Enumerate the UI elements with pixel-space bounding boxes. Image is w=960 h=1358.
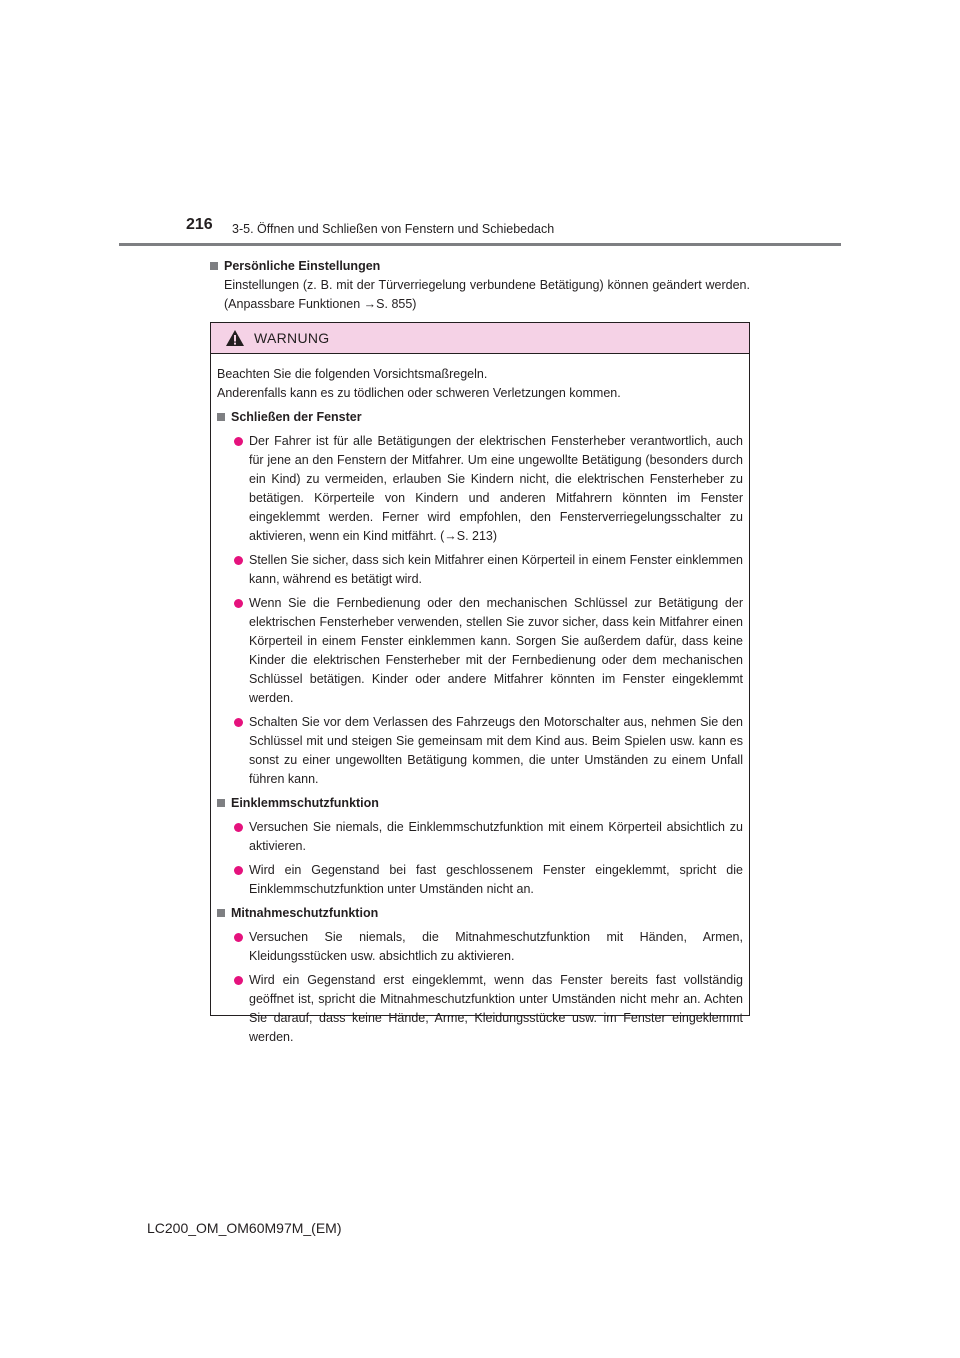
warning-bullet: Der Fahrer ist für alle Betätigungen der elektrischen Fensterheber verantwortlich, auch für jene an den Fenstern der Mitfahrer. Um eine ungewollte Betätigung (besonders durch ein Kind) zu vermeiden, erlauben Sie Kindern nicht, die elektrischen Fensterheber zu betätigen. Körperteile von Kindern und anderen Mitfahrern könnten im Fenster eingeklemmt werden. Ferner wird empfohlen, den Fensterverriegelungsschalter zu aktivieren, wenn ein Kind mitfährt. (→S. 213) bbox=[217, 432, 743, 546]
section-title: 3-5. Öffnen und Schließen von Fenstern und Schiebedach bbox=[232, 222, 555, 236]
warning-section-heading: Mitnahmeschutzfunktion bbox=[231, 906, 379, 920]
warning-bullet: Stellen Sie sicher, dass sich kein Mitfahrer einen Körperteil in einem Fenster einklemmen kann, während es betätigt wird. bbox=[217, 551, 743, 589]
warning-body bbox=[211, 354, 749, 1047]
warning-box bbox=[210, 322, 750, 1044]
warning-section-windows bbox=[217, 408, 743, 789]
warning-bullet: Wird ein Gegenstand bei fast geschlossenem Fenster eingeklemmt, spricht die Einklemmschutzfunktion unter Umständen nicht an. bbox=[217, 861, 743, 899]
page-number: 216 bbox=[186, 216, 213, 233]
intro-text: Einstellungen (z. B. mit der Türverriegelung verbundene Betätigung) können geändert werden. (Anpassbare Funktionen →S. 855) bbox=[224, 278, 750, 311]
footer-code: LC200_OM_OM60M97M_(EM) bbox=[147, 1220, 342, 1236]
warning-section-heading: Schließen der Fenster bbox=[231, 410, 362, 424]
warning-bullet: Versuchen Sie niemals, die Einklemmschutzfunktion mit einem Körperteil absichtlich zu aktivieren. bbox=[217, 818, 743, 856]
warning-header bbox=[211, 323, 749, 354]
warning-bullet: Versuchen Sie niemals, die Mitnahmeschutzfunktion mit Händen, Armen, Kleidungsstücken usw. absichtlich zu aktivieren. bbox=[217, 928, 743, 966]
warning-lead: Anderenfalls kann es zu tödlichen oder schweren Verletzungen kommen. bbox=[217, 386, 621, 400]
intro-heading: Persönliche Einstellungen bbox=[224, 259, 381, 273]
square-bullet-icon bbox=[217, 413, 225, 421]
warning-bullet: Schalten Sie vor dem Verlassen des Fahrzeugs den Motorschalter aus, nehmen Sie den Schlüssel mit und steigen Sie gemeinsam mit dem Kind aus. Beim Spielen usw. kann es sonst zu einer ungewollten Betätigung kommen, die unter Umständen zu einem Unfall führen kann. bbox=[217, 713, 743, 789]
square-bullet-icon bbox=[210, 262, 218, 270]
intro-heading-row bbox=[210, 257, 750, 276]
header-rule bbox=[119, 243, 841, 246]
warning-section-heading-row bbox=[217, 794, 743, 813]
warning-triangle-icon bbox=[225, 329, 245, 347]
warning-bullet: Wird ein Gegenstand erst eingeklemmt, wenn das Fenster bereits fast vollständig geöffnet ist, spricht die Mitnahmeschutzfunktion unter Umständen nicht mehr an. Achten Sie darauf, dass keine Hände, Arme, Kleidungsstücke usw. im Fenster eingeklemmt werden. bbox=[217, 971, 743, 1047]
warning-section-heading: Einklemmschutzfunktion bbox=[231, 796, 379, 810]
intro-section bbox=[210, 257, 750, 314]
warning-section-jam-protection bbox=[217, 794, 743, 899]
warning-section-heading-row bbox=[217, 408, 743, 427]
square-bullet-icon bbox=[217, 909, 225, 917]
warning-section-heading-row bbox=[217, 904, 743, 923]
warning-lead: Beachten Sie die folgenden Vorsichtsmaßregeln. bbox=[217, 367, 488, 381]
warning-section-catch-protection bbox=[217, 904, 743, 1047]
warning-bullet: Wenn Sie die Fernbedienung oder den mechanischen Schlüssel zur Betätigung der elektrischen Fensterheber verwenden, stellen Sie zuvor sicher, dass kein Mitfahrer einen Körperteil in einem Fenster einklemmen kann. Sorgen Sie außerdem dafür, dass keine Kinder die elektrischen Fensterheber mit der Fernbedienung oder dem mechanischen Schlüssel betätigen. Kinder oder andere Mitfahrer könnten im Fenster eingeklemmt werden. bbox=[217, 594, 743, 708]
warning-label: WARNUNG bbox=[254, 330, 330, 346]
square-bullet-icon bbox=[217, 799, 225, 807]
